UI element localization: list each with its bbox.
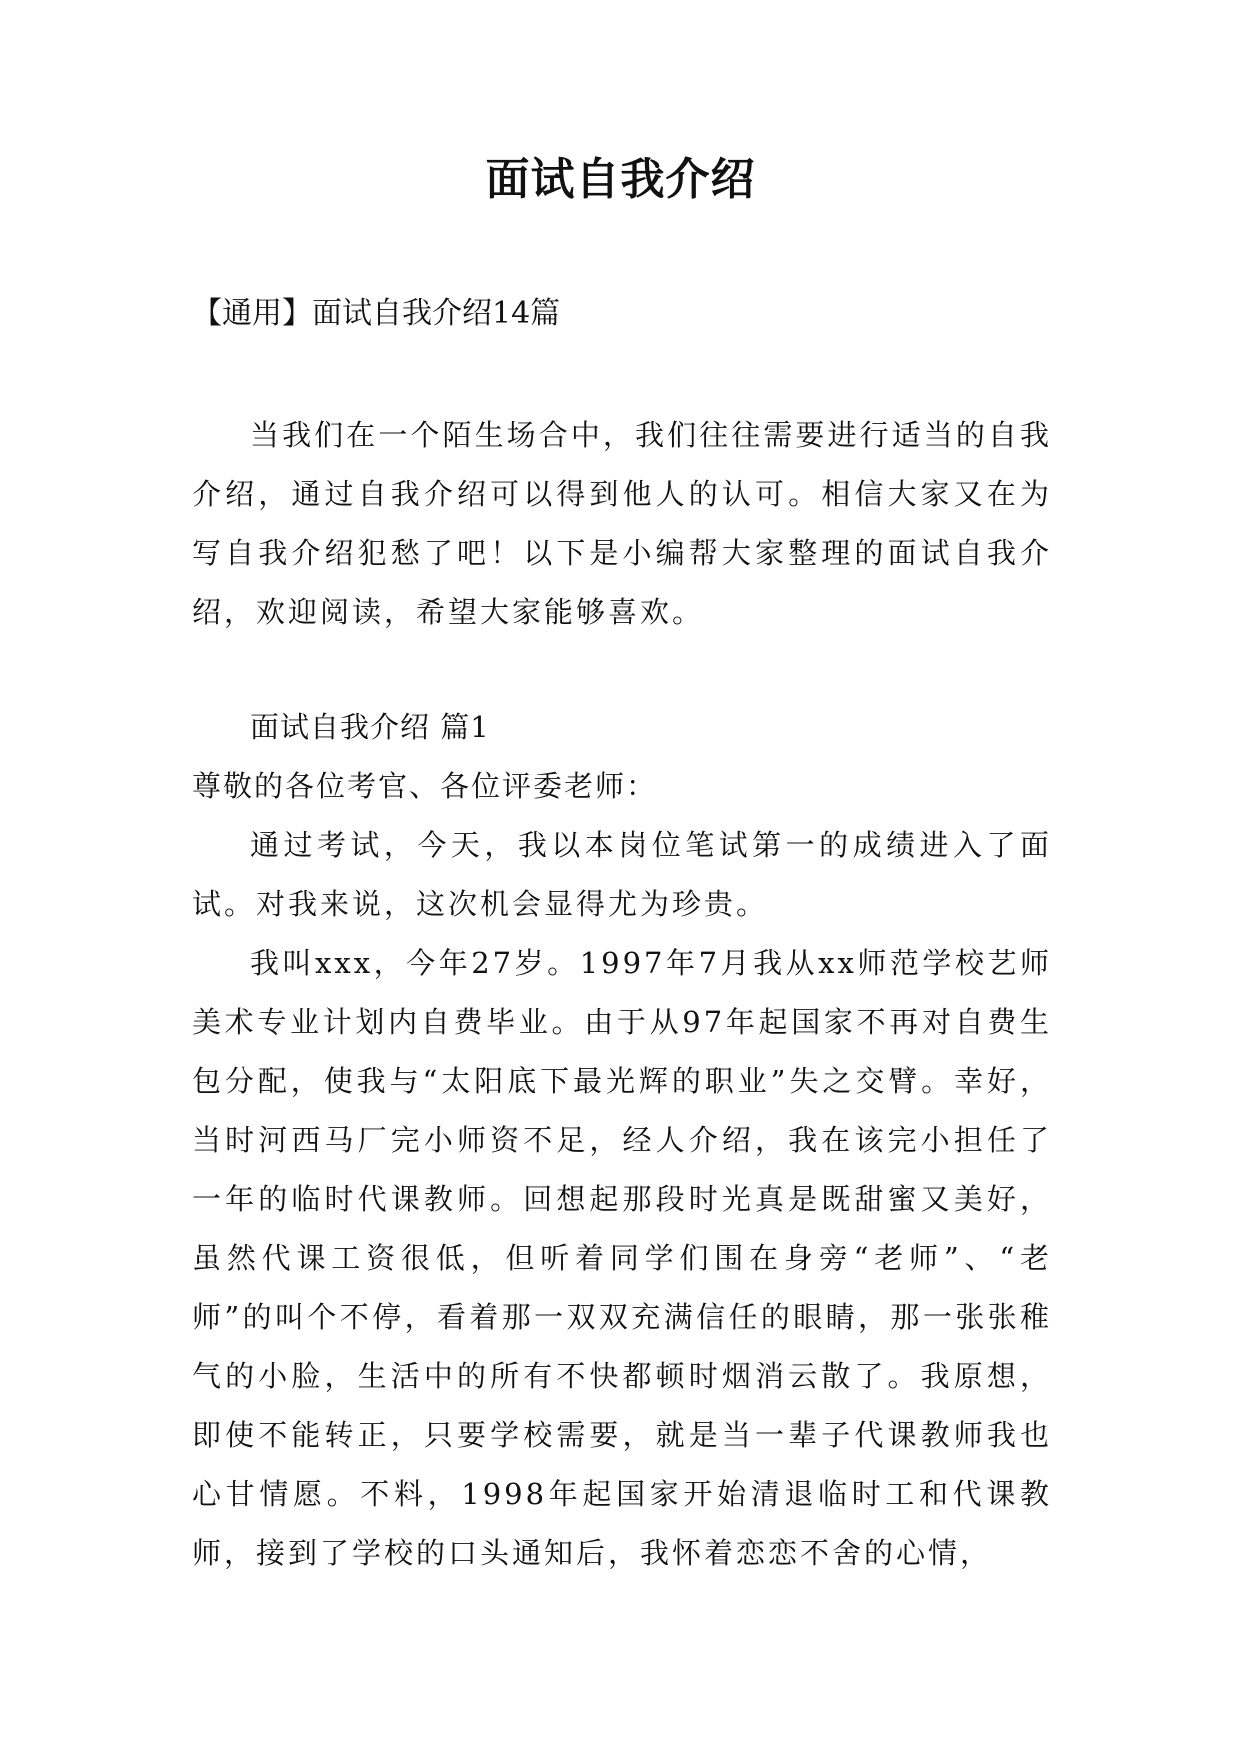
- body-paragraph-1: 通过考试，今天，我以本岗位笔试第一的成绩进入了面试。对我来说，这次机会显得尤为珍贵。: [192, 828, 1052, 921]
- intro-paragraph: 当我们在一个陌生场合中，我们往往需要进行适当的自我介绍，通过自我介绍可以得到他人的认可。相信大家又在为写自我介绍犯愁了吧！以下是小编帮大家整理的面试自我介绍，欢迎阅读，希望大家能够喜欢。: [192, 418, 1052, 629]
- section-heading: 面试自我介绍 篇1: [250, 710, 490, 744]
- body-paragraph-2: 我叫xxx，今年27岁。1997年7月我从xx师范学校艺师美术专业计划内自费毕业。由于从97年起国家不再对自费生包分配，使我与“太阳底下最光辉的职业”失之交臂。幸好，当时河西马厂完小师资不足，经人介绍，我在该完小担任了一年的临时代课教师。回想起那段时光真是既甜蜜又美好，虽然代课工资很低，但听着同学们围在身旁“老师”、“老师”的叫个不停，看着那一双双充满信任的眼睛，那一张张稚气的小脸，生活中的所有不快都顿时烟消云散了。我原想，即使不能转正，只要学校需要，就是当一辈子代课教师我也心甘情愿。不料，1998年起国家开始清退临时工和代课教师，接到了学校的口头通知后，我怀着恋恋不舍的心情，: [192, 946, 1052, 1570]
- intro-block: [192, 406, 1052, 642]
- document-subtitle: 【通用】面试自我介绍14篇: [192, 296, 561, 331]
- section-1: [192, 698, 1052, 1583]
- salutation: 尊敬的各位考官、各位评委老师：: [192, 769, 658, 803]
- document-title: 面试自我介绍: [485, 154, 756, 205]
